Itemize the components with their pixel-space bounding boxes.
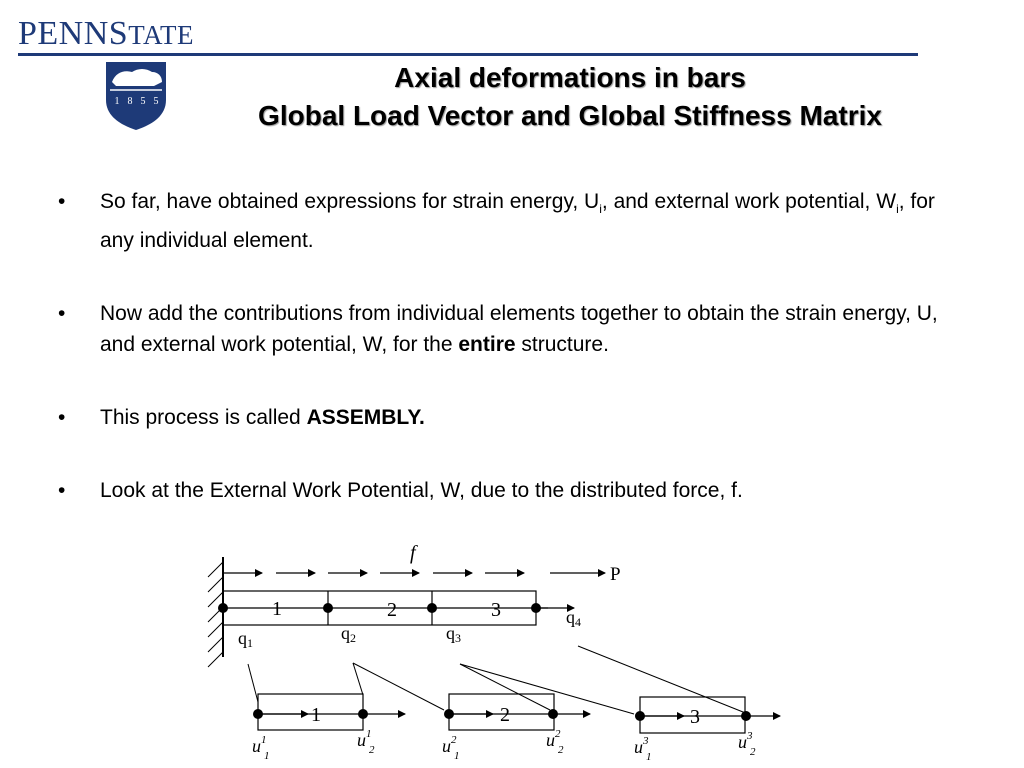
dof-q3: q3 (446, 623, 461, 645)
bullet-dot: • (58, 302, 66, 326)
local-element-3 (635, 697, 780, 733)
pennstate-shield-icon (104, 60, 168, 132)
header-rule (18, 53, 918, 56)
bullet-dot: • (58, 190, 66, 213)
node-4 (531, 603, 541, 613)
dof-u2-2: $u^2$ 2 (546, 728, 564, 756)
local-element-2 (444, 694, 590, 730)
shield-year-5a: 5 (140, 96, 146, 107)
dof-q1: q1 (238, 628, 253, 650)
dof-u1-1: $u^1$ 1 (252, 734, 270, 762)
node-3 (427, 603, 437, 613)
bar-assembly-diagram (190, 532, 810, 768)
slide-title-line-1: Axial deformations in bars (394, 62, 746, 93)
local-element-3-label: 3 (690, 706, 700, 728)
shield-year-5b: 5 (153, 96, 159, 107)
dof-q4: q4 (566, 607, 581, 629)
dof-u1-2: $u^2$ 1 (442, 734, 460, 762)
point-load-label: P (610, 564, 621, 585)
assembly-connector-lines (248, 646, 748, 714)
dof-q2: q2 (341, 623, 356, 645)
global-element-3-label: 3 (491, 599, 501, 621)
node-1 (218, 603, 228, 613)
bullet-item: • Look at the External Work Potential, W, due to the distributed force, f. (58, 475, 958, 506)
local-element-2-label: 2 (500, 704, 510, 726)
bullet-list (58, 186, 958, 548)
shield-year-1: 1 (114, 96, 120, 107)
local-element-1-label: 1 (311, 704, 321, 726)
shield-year-8: 8 (127, 96, 133, 107)
slide-title-line-2: Global Load Vector and Global Stiffness Matrix (258, 100, 882, 131)
global-element-2-label: 2 (387, 599, 397, 621)
bullet-dot: • (58, 479, 66, 503)
logo-penn: PENN (18, 15, 109, 52)
bullet-item: • This process is called ASSEMBLY. (58, 402, 958, 433)
local-element-1 (253, 694, 405, 730)
node-2 (323, 603, 333, 613)
dof-u2-3: $u^3$ 2 (738, 730, 756, 758)
logo-s: S (108, 15, 129, 52)
pennstate-wordmark (18, 14, 194, 55)
force-label: f (410, 542, 416, 564)
bullet-item: • So far, have obtained expressions for strain energy, $U_i$, and external work potential, $W_i$, for any individual element. (58, 186, 958, 256)
bullet-dot: • (58, 406, 66, 430)
bullet-item: • Now add the contributions from individual elements together to obtain the strain energy, U, and external work potential, W, for the entire structure. (58, 298, 958, 360)
dof-u1-3: $u^3$ 1 (634, 735, 652, 763)
logo-tate: TATE (128, 20, 195, 50)
global-element-1-label: 1 (272, 598, 282, 620)
dof-u2-1: $u^1$ 2 (357, 728, 375, 756)
